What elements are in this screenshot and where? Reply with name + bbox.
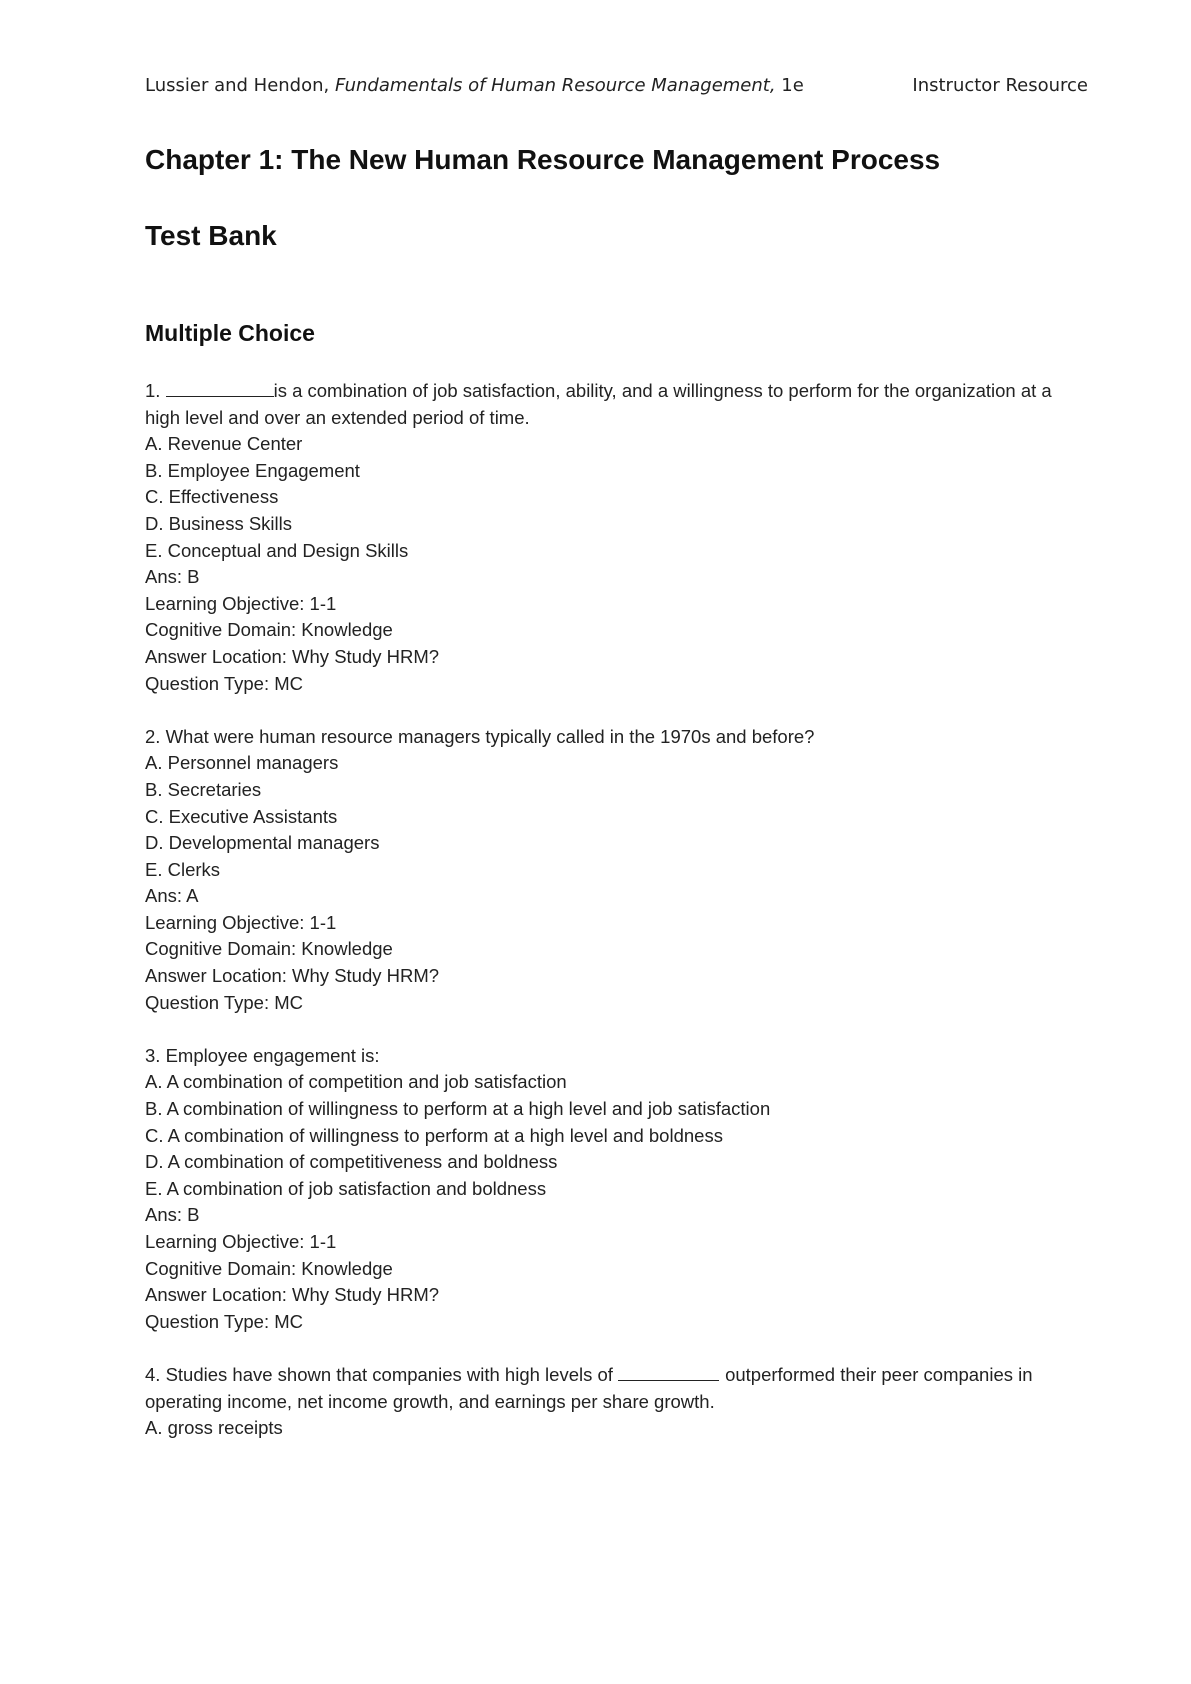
question-type: Question Type: MC (145, 1310, 304, 1332)
learning-objective: Learning Objective: 1-1 (145, 911, 337, 933)
answer: Ans: B (145, 1204, 200, 1226)
cognitive-domain: Cognitive Domain: Knowledge (145, 1257, 393, 1279)
option-b: B. Secretaries (145, 778, 262, 800)
answer: Ans: A (145, 885, 199, 907)
option-b: B. A combination of willingness to perform at a high level and job satisfaction (145, 1098, 771, 1120)
question-stem: 2. What were human resource managers typically called in the 1970s and before? (145, 725, 815, 747)
question-stem-text: is a combination of job satisfaction, ability, and a willingness to perform for the organization at a high level and over an extended period of time. (145, 380, 1052, 428)
question-type: Question Type: MC (145, 991, 304, 1013)
running-header (145, 73, 1088, 99)
question-stem-end: outperformed their peer companies in operating income, net income growth, and earnings per share growth. (145, 1363, 1033, 1412)
fill-in-blank (618, 1362, 719, 1381)
learning-objective: Learning Objective: 1-1 (145, 592, 337, 614)
question-list (145, 378, 1085, 1468)
authors: Lussier and Hendon, (145, 75, 330, 96)
question-stem: 3. Employee engagement is: (145, 1044, 380, 1066)
option-c: C. A combination of willingness to perform at a high level and boldness (145, 1124, 723, 1146)
option-e: E. Clerks (145, 858, 221, 880)
question-stem-start: 4. Studies have shown that companies with high levels of (145, 1363, 613, 1385)
option-b: B. Employee Engagement (145, 459, 360, 481)
cognitive-domain: Cognitive Domain: Knowledge (145, 619, 393, 641)
learning-objective: Learning Objective: 1-1 (145, 1231, 337, 1252)
answer-location: Answer Location: Why Study HRM? (145, 645, 440, 667)
option-a: A. Revenue Center (145, 433, 303, 455)
option-a: A. Personnel managers (145, 752, 339, 774)
question-2 (145, 724, 1085, 1017)
chapter-title: Chapter 1: The New Human Resource Management Process (145, 144, 941, 175)
question-4 (145, 1362, 1085, 1442)
edition: 1e (781, 75, 804, 96)
book-title: Fundamentals of Human Resource Management, (334, 75, 776, 96)
citation (145, 73, 804, 99)
answer-location: Answer Location: Why Study HRM? (145, 965, 440, 987)
question-stem (145, 1362, 1085, 1415)
fill-in-blank (166, 378, 274, 397)
answer: Ans: B (145, 566, 200, 588)
answer-location: Answer Location: Why Study HRM? (145, 1284, 440, 1306)
option-d: D. Business Skills (145, 512, 293, 534)
question-type: Question Type: MC (145, 672, 304, 694)
instructor-resource-label: Instructor Resource (912, 75, 1088, 96)
option-e: E. Conceptual and Design Skills (145, 539, 409, 561)
option-a: A. gross receipts (145, 1417, 283, 1439)
option-c: C. Effectiveness (145, 486, 279, 508)
question-stem (145, 378, 1085, 431)
test-bank-title: Test Bank (145, 220, 277, 251)
question-number: 1. (145, 380, 161, 401)
option-e: E. A combination of job satisfaction and boldness (145, 1177, 547, 1199)
option-a: A. A combination of competition and job satisfaction (145, 1071, 567, 1093)
section-title: Multiple Choice (145, 320, 315, 346)
option-d: D. A combination of competitiveness and boldness (145, 1151, 558, 1173)
cognitive-domain: Cognitive Domain: Knowledge (145, 938, 393, 960)
question-3 (145, 1043, 1085, 1336)
question-1 (145, 378, 1085, 697)
option-d: D. Developmental managers (145, 832, 380, 854)
option-c: C. Executive Assistants (145, 805, 338, 827)
